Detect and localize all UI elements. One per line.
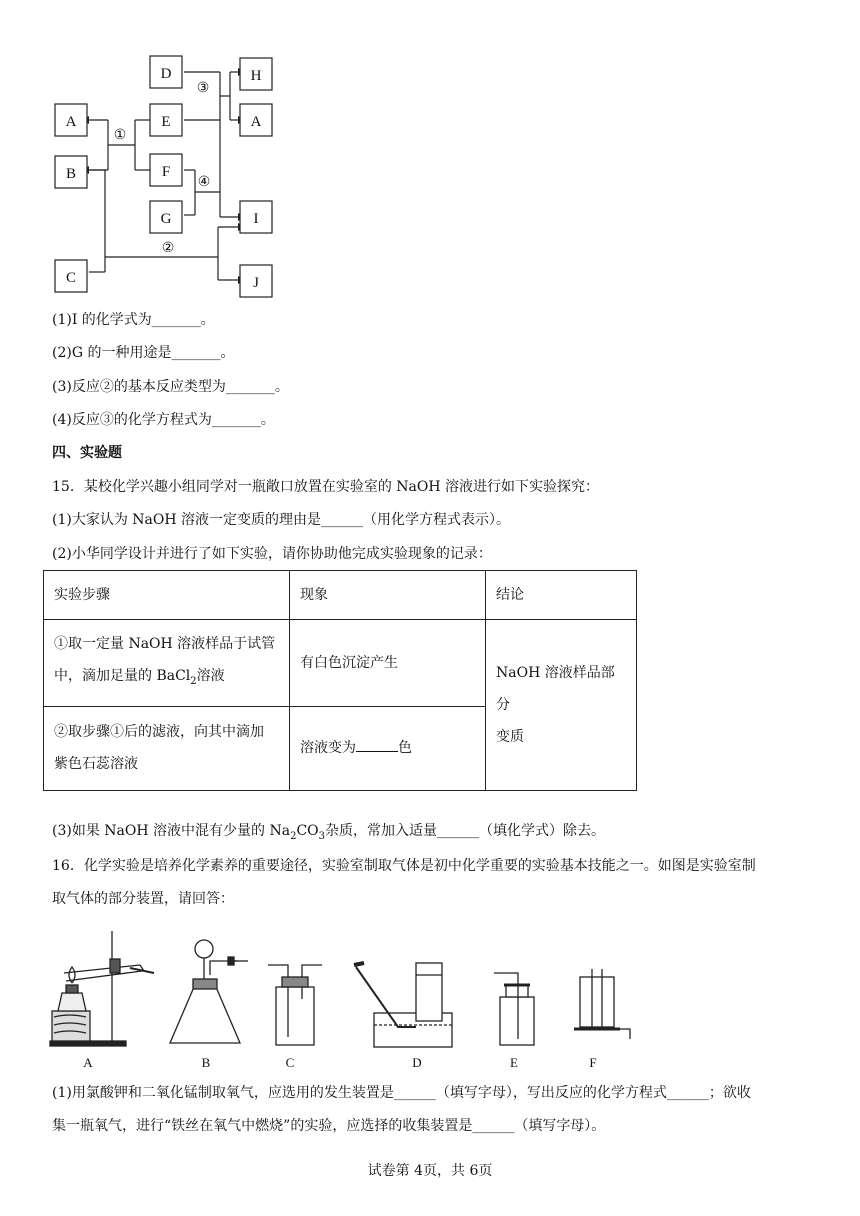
table-conclusion-line-a: NaOH 溶液样品部分	[496, 664, 615, 713]
apparatus-label-C: C	[285, 1055, 295, 1070]
section-title: 四、实验题	[52, 445, 122, 461]
q15-p3-mid: CO	[296, 823, 319, 839]
apparatus-label-F: F	[589, 1055, 597, 1070]
q14-item-3: (3)反应②的基本反应类型为_______。	[52, 379, 289, 395]
q15-stem: 15．某校化学兴趣小组同学对一瓶敞口放置在实验室的 NaOH 溶液进行如下实验探究：	[52, 479, 599, 495]
box-label-C: C	[65, 270, 77, 286]
q15-part-3	[52, 821, 605, 847]
reaction-label-3: ③	[196, 81, 210, 96]
table-phenomenon-1: 有白色沉淀产生	[290, 620, 486, 707]
q14-item-4: (4)反应③的化学方程式为_______。	[52, 412, 275, 428]
box-label-A-left: A	[65, 114, 77, 130]
phenomenon2-text-end: 色	[398, 740, 412, 757]
apparatus-label-B: B	[201, 1055, 211, 1070]
box-label-J: J	[253, 275, 259, 291]
apparatus-A	[50, 931, 154, 1046]
phenomenon2-text: 溶液变为	[300, 740, 356, 757]
q15-p3-text: (3)如果 NaOH 溶液中混有少量的 Na	[52, 823, 291, 839]
box-label-B: B	[65, 166, 77, 182]
q15-p3-sub2: 3	[318, 830, 326, 842]
reaction-label-1: ①	[113, 128, 127, 143]
box-label-E: E	[161, 114, 171, 130]
box-label-D: D	[160, 66, 172, 82]
reaction-label-4: ④	[197, 175, 211, 190]
apparatus-label-A: A	[83, 1055, 93, 1070]
box-label-G: G	[160, 211, 172, 227]
step1-subscript: 2	[190, 675, 197, 687]
table-step-2-line-b: 紫色石蕊溶液	[54, 756, 138, 773]
apparatus-label-D: D	[412, 1055, 422, 1070]
page-footer: 试卷第 4页，共 6页	[367, 1163, 493, 1179]
q16-stem-2: 取气体的部分装置，请回答：	[52, 891, 234, 907]
apparatus-C	[268, 965, 322, 1045]
table-step-2	[44, 706, 290, 790]
q15-part-2: (2)小华同学设计并进行了如下实验，请你协助他完成实验现象的记录：	[52, 546, 492, 562]
table-conclusion-line-b: 变质	[496, 728, 524, 745]
table-phenomenon-2	[290, 706, 486, 790]
answer-blank[interactable]	[356, 751, 398, 752]
box-label-I: I	[253, 211, 259, 227]
table-header-conclusion: 结论	[486, 571, 637, 620]
q14-item-2: (2)G 的一种用途是_______。	[52, 345, 235, 361]
step1-text: 中，滴加足量的 BaCl	[54, 668, 191, 684]
table-step-1-line-b	[54, 660, 279, 698]
box-label-H: H	[250, 68, 262, 84]
q16-stem-1: 16．化学实验是培养化学素养的重要途径，实验室制取气体是初中化学重要的实验基本技能之一。如图是实验室制	[52, 858, 756, 874]
apparatus-F	[574, 969, 630, 1039]
table-step-1-line-a: ①取一定量 NaOH 溶液样品于试管	[54, 636, 276, 652]
experiment-table	[43, 570, 637, 791]
apparatus-E	[494, 973, 534, 1045]
table-header-step: 实验步骤	[44, 571, 290, 620]
apparatus-label-E: E	[510, 1055, 518, 1070]
q16-part-1-line-2: 集一瓶氧气，进行“铁丝在氧气中燃烧”的实验，应选择的收集装置是______（填写字母）。	[52, 1118, 606, 1134]
apparatus-B	[170, 940, 248, 1043]
q15-p3-sub1: 2	[290, 830, 297, 842]
table-step-1	[44, 620, 290, 707]
q15-part-1: (1)大家认为 NaOH 溶液一定变质的理由是______（用化学方程式表示）。	[52, 512, 511, 528]
reaction-label-2: ②	[161, 241, 175, 256]
q15-p3-text-end: 杂质，常加入适量______（填化学式）除去。	[325, 823, 606, 839]
q16-part-1-line-1: (1)用氯酸钾和二氧化锰制取氧气，应选用的发生装置是______（填写字母），写出反应的化学方程式______；欲收	[52, 1085, 751, 1101]
box-label-F: F	[161, 164, 171, 180]
reaction-diagram	[50, 52, 290, 302]
step1-text-end: 溶液	[196, 668, 225, 684]
box-label-A-right: A	[250, 114, 262, 130]
apparatus-D	[354, 963, 452, 1047]
table-conclusion	[486, 620, 637, 791]
q14-item-1: (1)I 的化学式为_______。	[52, 312, 215, 328]
table-step-2-line-a: ②取步骤①后的滤液，向其中滴加	[54, 724, 264, 741]
lab-apparatus-figure	[44, 925, 644, 1070]
table-header-phenomenon: 现象	[290, 571, 486, 620]
